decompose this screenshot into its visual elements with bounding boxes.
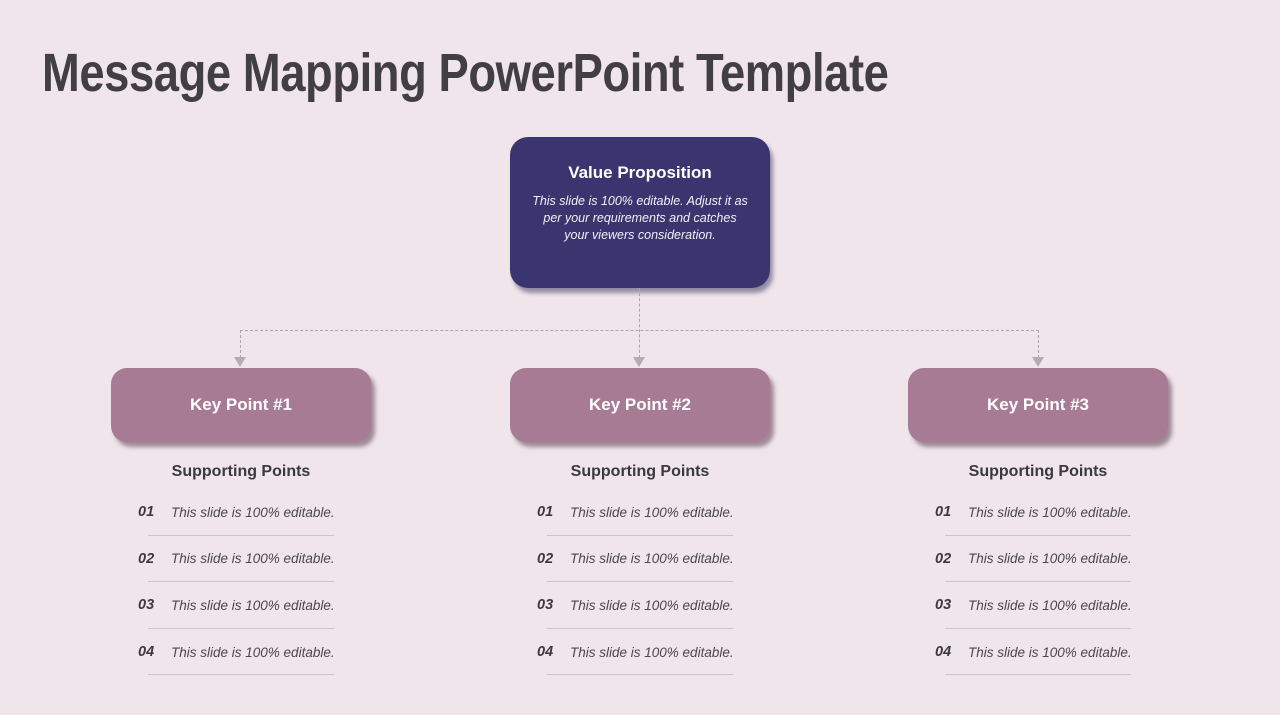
list-item xyxy=(510,582,770,629)
item-text: This slide is 100% editable. xyxy=(171,597,335,613)
connector-center-vertical xyxy=(639,288,640,358)
item-number: 01 xyxy=(138,504,155,521)
list-item xyxy=(510,536,770,583)
list-item xyxy=(510,489,770,536)
list-item xyxy=(908,629,1168,676)
supporting-points-list xyxy=(908,489,1168,675)
key-point-1-box xyxy=(111,368,371,442)
list-item xyxy=(111,489,371,536)
slide-title: Message Mapping PowerPoint Template xyxy=(42,43,889,103)
key-point-column-1 xyxy=(111,368,371,675)
supporting-points-list xyxy=(111,489,371,675)
item-divider xyxy=(945,674,1131,675)
list-item xyxy=(111,629,371,676)
value-proposition-box xyxy=(510,137,770,288)
item-text: This slide is 100% editable. xyxy=(570,597,734,613)
value-proposition-description: This slide is 100% editable. Adjust it as per your requirements and catches your viewers consideration. xyxy=(532,194,748,242)
item-text: This slide is 100% editable. xyxy=(570,504,734,520)
list-item xyxy=(908,582,1168,629)
list-item xyxy=(510,629,770,676)
item-number: 02 xyxy=(935,550,952,567)
item-number: 03 xyxy=(935,597,952,614)
item-divider xyxy=(547,674,733,675)
item-text: This slide is 100% editable. xyxy=(171,551,335,567)
list-item xyxy=(111,536,371,583)
slide-bottom-edge xyxy=(0,715,1280,720)
supporting-points-title: Supporting Points xyxy=(570,463,710,480)
key-point-3-box xyxy=(908,368,1168,442)
supporting-points-title: Supporting Points xyxy=(968,463,1108,480)
connector-horizontal xyxy=(240,330,1039,331)
item-text: This slide is 100% editable. xyxy=(570,551,734,567)
list-item xyxy=(111,582,371,629)
supporting-points-title: Supporting Points xyxy=(171,463,311,480)
item-number: 03 xyxy=(138,597,155,614)
item-number: 04 xyxy=(537,644,554,661)
supporting-points-list xyxy=(510,489,770,675)
item-text: This slide is 100% editable. xyxy=(968,551,1132,567)
item-number: 01 xyxy=(537,504,554,521)
key-point-column-3 xyxy=(908,368,1168,675)
list-item xyxy=(908,536,1168,583)
arrow-down-icon xyxy=(234,357,246,367)
value-proposition-title: Value Proposition xyxy=(568,163,712,182)
key-point-column-2 xyxy=(510,368,770,675)
item-number: 02 xyxy=(537,550,554,567)
item-text: This slide is 100% editable. xyxy=(171,644,335,660)
item-text: This slide is 100% editable. xyxy=(968,597,1132,613)
item-text: This slide is 100% editable. xyxy=(171,504,335,520)
item-text: This slide is 100% editable. xyxy=(968,504,1132,520)
item-text: This slide is 100% editable. xyxy=(570,644,734,660)
connector-right-vertical xyxy=(1038,330,1039,358)
list-item xyxy=(908,489,1168,536)
item-text: This slide is 100% editable. xyxy=(968,644,1132,660)
key-point-2-box xyxy=(510,368,770,442)
item-number: 03 xyxy=(537,597,554,614)
key-point-3-label: Key Point #3 xyxy=(986,395,1090,414)
arrow-down-icon xyxy=(1032,357,1044,367)
item-number: 04 xyxy=(138,644,155,661)
arrow-down-icon xyxy=(633,357,645,367)
item-number: 01 xyxy=(935,504,952,521)
key-point-1-label: Key Point #1 xyxy=(189,395,293,414)
connector-left-vertical xyxy=(240,330,241,358)
item-divider xyxy=(148,674,334,675)
key-point-2-label: Key Point #2 xyxy=(588,395,692,414)
item-number: 02 xyxy=(138,550,155,567)
item-number: 04 xyxy=(935,644,952,661)
